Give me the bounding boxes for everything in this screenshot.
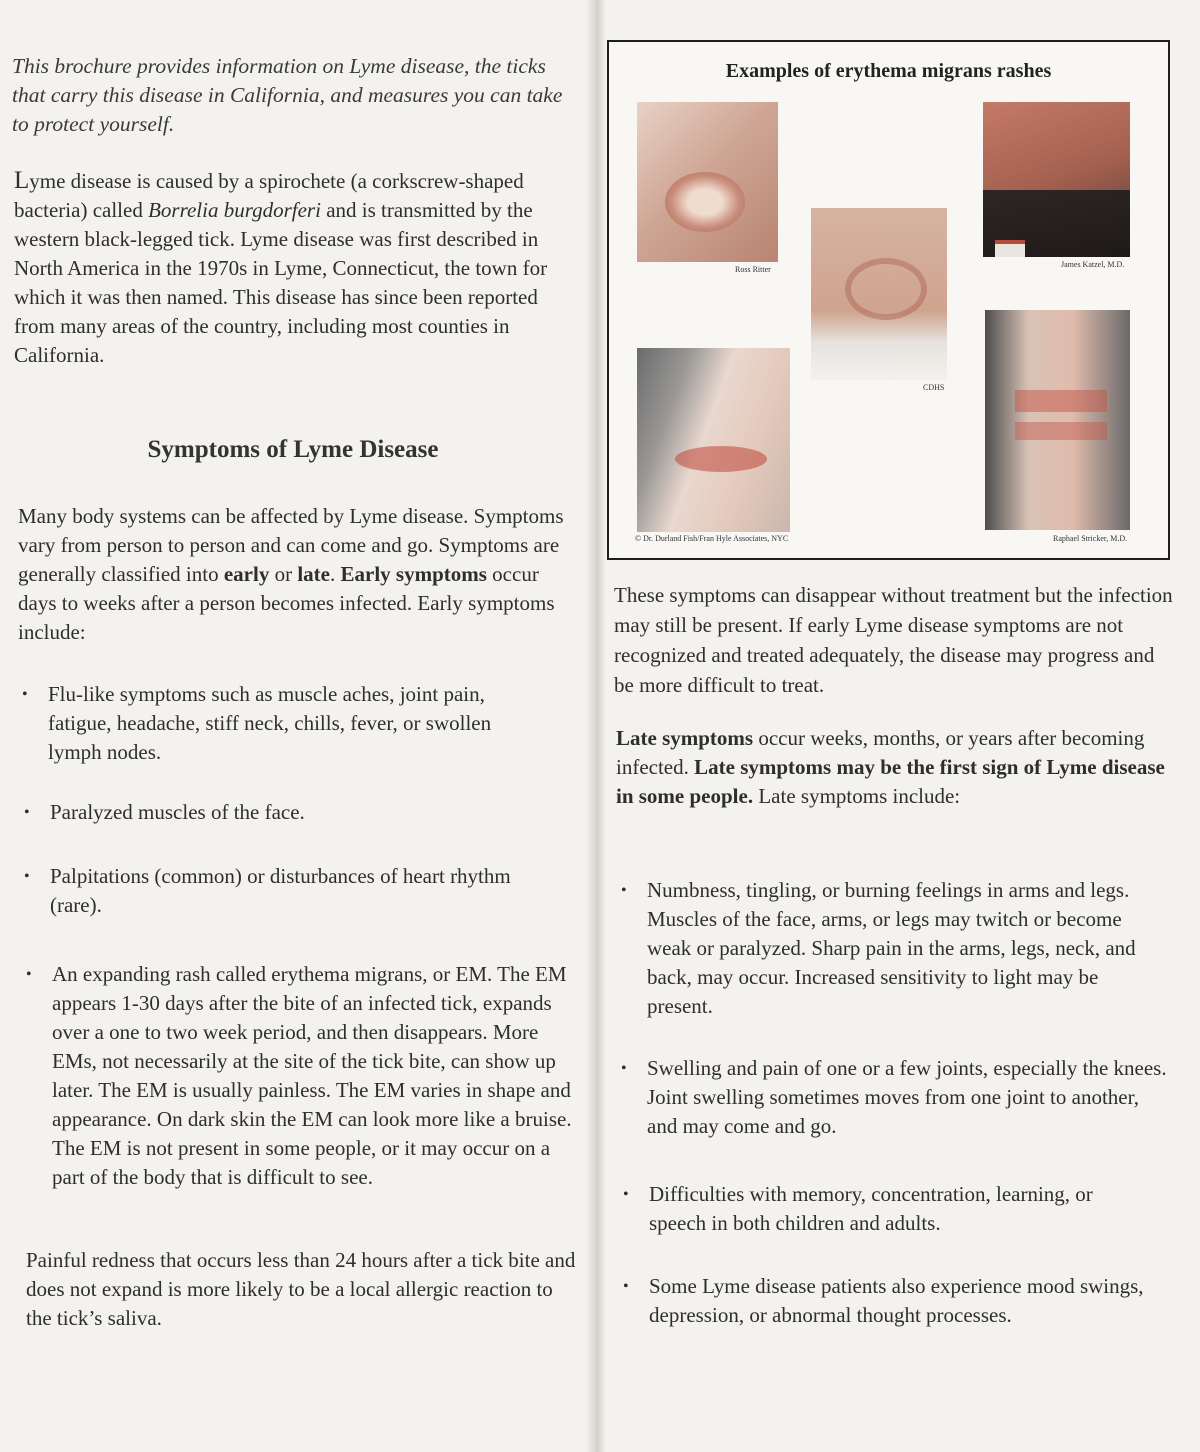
disappear-paragraph: These symptoms can disappear without treatment but the infection may still be present. If early Lyme disease symptoms are not recognized and treated adequately, the disease may progress and be more difficult to treat. (614, 583, 1173, 697)
early-bullet-rash (26, 960, 578, 1192)
intro-paragraph: This brochure provides information on Lyme disease, the ticks that carry this disease in California, and measures you can take to protect yourself. (12, 54, 563, 136)
symptoms-text-2: or (269, 562, 298, 586)
bacteria-name: Borrelia burgdorferi (148, 198, 321, 222)
figure-title: Examples of erythema migrans rashes (725, 60, 1052, 82)
symptoms-heading: Symptoms of Lyme Disease (147, 436, 439, 463)
left-column (0, 0, 586, 1452)
symptoms-text-1: Many body systems can be affected by Lyme disease. Symptoms vary from person to person and can come and go. Symptoms are generally classified into (18, 504, 564, 586)
rash-photo-leg (637, 348, 790, 532)
right-column (606, 0, 1200, 1452)
late-intro-paragraph (616, 724, 1176, 811)
late-text-2: Late symptoms include: (753, 784, 961, 808)
rash-photo-lower-leg (985, 310, 1130, 530)
credit-cdhs: CDHS (923, 383, 945, 392)
rash-photo-torso (811, 208, 947, 380)
early-bullet-flu (22, 680, 548, 767)
bullet-dot: • (22, 686, 28, 703)
early-bullet-heart (24, 862, 520, 920)
credit-katzel: James Katzel, M.D. (1061, 260, 1125, 269)
bullet-dot: • (623, 1278, 629, 1295)
bullet-text: Swelling and pain of one or a few joints, especially the knees. Joint swelling sometimes moves from one joint to another, and may come and go. (647, 1056, 1167, 1138)
sock (995, 240, 1025, 257)
bullet-dot: • (24, 868, 30, 885)
rash-band (675, 446, 767, 472)
bullet-text: Numbness, tingling, or burning feelings in arms and legs. Muscles of the face, arms, or legs may twitch or become weak or paralyzed. Sharp pain in the arms, legs, neck, and back, may occur. Increased sensitivity to light may be present. (647, 878, 1136, 1018)
early-bullet-face (24, 798, 550, 827)
cause-text-1: yme disease is caused by a spirochete (a corkscrew-shaped bacteria) called (14, 169, 524, 222)
bullet-text: Flu-like symptoms such as muscle aches, joint pain, fatigue, headache, stiff neck, chills, fever, or swollen lymph nodes. (48, 682, 492, 764)
late-first-sign: Late symptoms may be the first sign of Lyme disease in some people. (616, 755, 1165, 808)
late-symptoms-keyword: Late symptoms (616, 726, 754, 750)
local-reaction-paragraph: Painful redness that occurs less than 24 hours after a tick bite and does not expand is more likely to be a local allergic reaction to the tick’s saliva. (26, 1248, 576, 1330)
late-bullet-memory (623, 1180, 1149, 1238)
rash-band (1015, 422, 1107, 440)
rash-photo-thigh (637, 102, 778, 262)
cause-text-2: and is transmitted by the western black-legged tick. Lyme disease was first described in North America in the 1970s in Lyme, Connecticut, the town for which it was then named. This disease has since been reported from many areas of the country, including most counties in California. (14, 198, 548, 367)
bullet-dot: • (623, 1186, 629, 1203)
bullet-dot: • (621, 882, 627, 899)
page-fold (586, 0, 606, 1452)
bullet-dot: • (621, 1060, 627, 1077)
bullet-dot: • (26, 966, 32, 983)
late-bullet-mood (623, 1272, 1169, 1330)
early-keyword: early (223, 562, 270, 586)
drop-letter: L (14, 167, 30, 194)
symptoms-text-4: occur days to weeks after a person becomes infected. Early symptoms include: (18, 562, 555, 644)
rash-ring (665, 172, 745, 232)
early-symptoms-keyword: Early symptoms (340, 562, 487, 586)
bullet-text: Some Lyme disease patients also experience mood swings, depression, or abnormal thought processes. (649, 1274, 1144, 1327)
credit-stricker: Raphael Stricker, M.D. (1053, 534, 1128, 543)
credit-fish: © Dr. Durland Fish/Fran Hyle Associates, NYC (635, 534, 789, 543)
credit-ross: Ross Ritter (735, 265, 771, 274)
bullet-dot: • (24, 804, 30, 821)
symptoms-text-3: . (330, 562, 341, 586)
bullet-text: Difficulties with memory, concentration, learning, or speech in both children and adults. (649, 1182, 1093, 1235)
rash-examples-figure (607, 40, 1170, 560)
late-text-1: occur weeks, months, or years after becoming infected. (616, 726, 1145, 779)
bullet-text: Paralyzed muscles of the face. (50, 800, 305, 824)
late-bullet-joints (621, 1054, 1172, 1141)
late-bullet-numbness (621, 876, 1167, 1021)
rash-photo-arm (983, 102, 1130, 257)
cause-paragraph (14, 166, 554, 370)
bullet-text: Palpitations (common) or disturbances of heart rhythm (rare). (50, 864, 511, 917)
rash-band (1015, 390, 1107, 412)
symptoms-intro-paragraph (18, 502, 574, 647)
rash-ring (845, 258, 927, 320)
bullet-text: An expanding rash called erythema migrans, or EM. The EM appears 1-30 days after the bite of an infected tick, expands over a one to two week period, and then disappears. More EMs, not necessarily at the site of the tick bite, can show up later. The EM is usually painless. The EM varies in shape and appearance. On dark skin the EM can look more like a bruise. The EM is not present in some people, or it may occur on a part of the body that is difficult to see. (52, 962, 572, 1189)
late-keyword: late (297, 562, 330, 586)
